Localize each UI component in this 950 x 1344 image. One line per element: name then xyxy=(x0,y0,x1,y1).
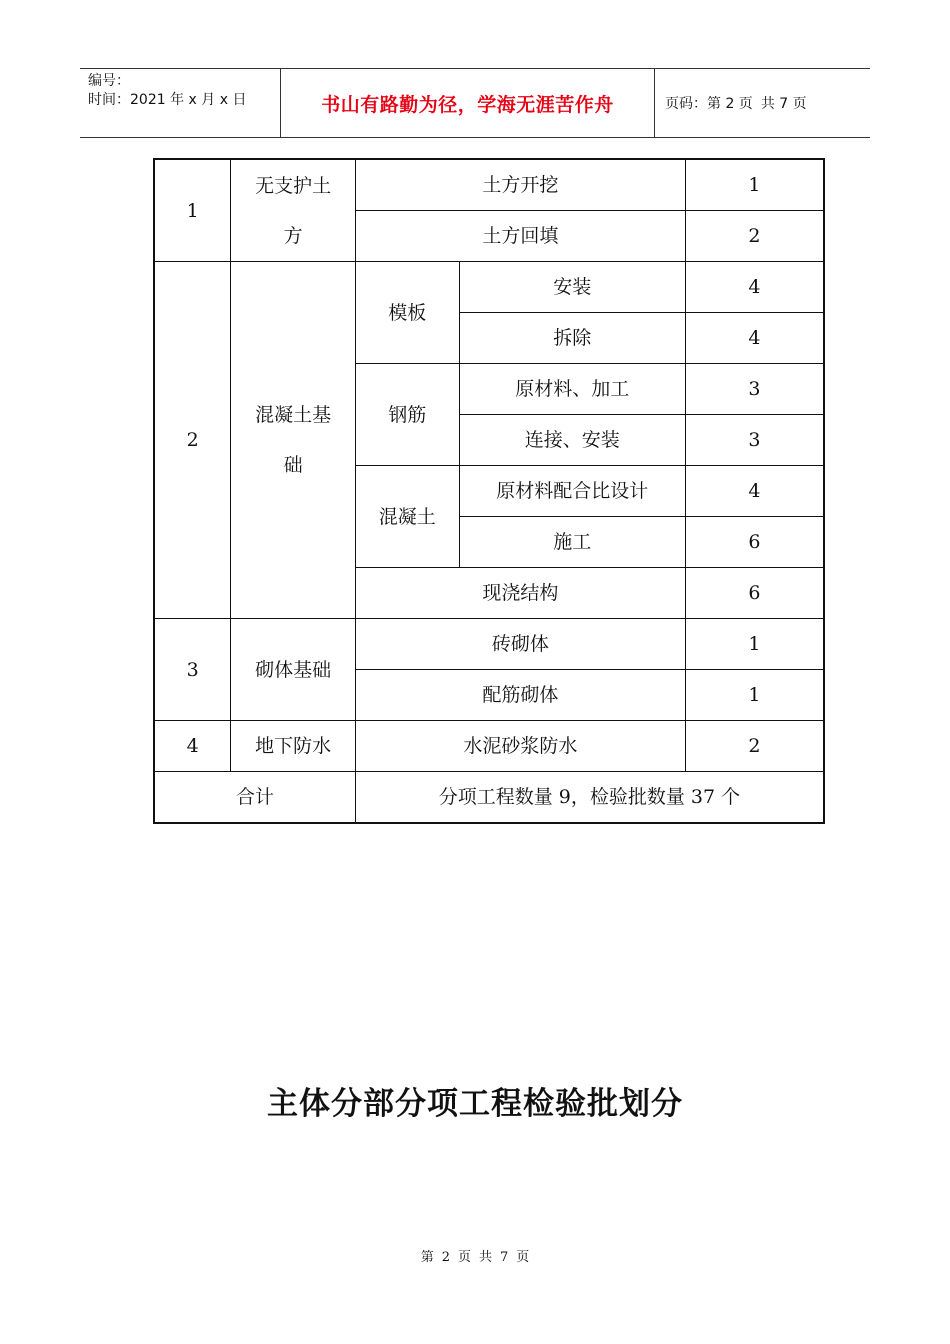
total-label: 合计 xyxy=(154,772,355,824)
footer-text: 第 xyxy=(420,1250,434,1265)
header-motto: 书山有路勤为径，学海无涯苦作舟 xyxy=(321,93,614,116)
inspection-table xyxy=(153,158,825,824)
item-count: 4 xyxy=(685,466,824,517)
category-line: 混凝土基 xyxy=(255,404,332,426)
category-cell xyxy=(231,159,356,262)
row-number: 2 xyxy=(154,262,231,619)
footer-page-number: 2 xyxy=(441,1250,450,1265)
table-row xyxy=(154,262,824,313)
table-row xyxy=(154,721,824,772)
item-count: 2 xyxy=(685,211,824,262)
page-footer xyxy=(0,1246,950,1265)
item-count: 6 xyxy=(685,517,824,568)
category-cell: 砌体基础 xyxy=(231,619,356,721)
category-line: 础 xyxy=(283,454,303,476)
page-header xyxy=(80,68,870,138)
item-name: 土方开挖 xyxy=(355,159,685,211)
table-row xyxy=(154,159,824,211)
item-name: 配筋砌体 xyxy=(355,670,685,721)
item-name: 连接、安装 xyxy=(459,415,685,466)
header-page-info xyxy=(655,69,870,137)
category-line: 无支护土 xyxy=(255,174,332,197)
row-number: 1 xyxy=(154,159,231,262)
item-count: 1 xyxy=(685,670,824,721)
footer-text: 共 xyxy=(479,1250,493,1265)
item-name: 拆除 xyxy=(459,313,685,364)
number-label: 编号： xyxy=(88,73,130,89)
row-number: 4 xyxy=(154,721,231,772)
time-label: 时间：2021 年 x 月 x 日 xyxy=(88,92,247,108)
item-count: 1 xyxy=(685,159,824,211)
item-count: 4 xyxy=(685,313,824,364)
category-cell: 地下防水 xyxy=(231,721,356,772)
table-row xyxy=(154,619,824,670)
category-cell xyxy=(231,262,356,619)
item-name: 水泥砂浆防水 xyxy=(355,721,685,772)
item-count: 3 xyxy=(685,364,824,415)
total-label: 共 7 页 xyxy=(760,96,807,112)
subcategory-cell: 混凝土 xyxy=(355,466,459,568)
section-title: 主体分部分项工程检验批划分 xyxy=(267,1086,683,1122)
item-name: 砖砌体 xyxy=(355,619,685,670)
item-name: 安装 xyxy=(459,262,685,313)
subcategory-cell: 模板 xyxy=(355,262,459,364)
footer-total-pages: 7 xyxy=(500,1250,509,1265)
item-count: 4 xyxy=(685,262,824,313)
footer-text: 页 xyxy=(516,1250,530,1265)
item-count: 6 xyxy=(685,568,824,619)
item-name: 原材料、加工 xyxy=(459,364,685,415)
row-number: 3 xyxy=(154,619,231,721)
item-name: 现浇结构 xyxy=(355,568,685,619)
item-count: 3 xyxy=(685,415,824,466)
item-name: 施工 xyxy=(459,517,685,568)
item-name: 土方回填 xyxy=(355,211,685,262)
category-line: 方 xyxy=(283,224,303,247)
total-value: 分项工程数量 9，检验批数量 37 个 xyxy=(355,772,824,824)
total-row xyxy=(154,772,824,824)
subcategory-cell: 钢筋 xyxy=(355,364,459,466)
header-meta xyxy=(80,69,281,137)
item-count: 2 xyxy=(685,721,824,772)
item-count: 1 xyxy=(685,619,824,670)
header-motto-cell xyxy=(281,69,655,137)
page-label: 页码：第 2 页 xyxy=(665,96,753,112)
item-name: 原材料配合比设计 xyxy=(459,466,685,517)
footer-text: 页 xyxy=(457,1250,471,1265)
